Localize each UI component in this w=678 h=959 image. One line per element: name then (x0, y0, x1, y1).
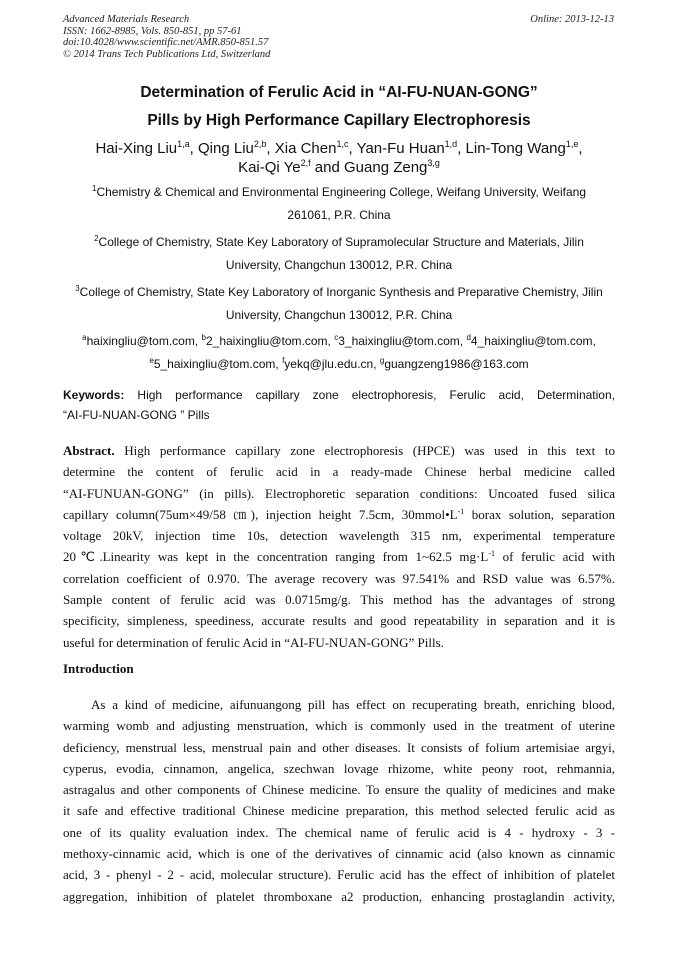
unit-superscript: -1 (488, 549, 495, 559)
affiliation-line: 261061, P.R. China (287, 207, 391, 222)
author-superscript: 1,c (336, 139, 349, 149)
author-superscript: 2,b (253, 139, 267, 149)
abstract-text: of ferulic acid with (495, 549, 616, 565)
unit-superscript: -1 (457, 506, 465, 516)
author-name: Qing Liu (198, 140, 254, 157)
author-name: Kai-Qi Ye (238, 159, 301, 176)
intro-line: methoxy-cinnamic acid, which is one of the derivatives of cinnamic acid (also known as cinnamic (63, 846, 615, 862)
introduction-body (63, 694, 615, 907)
online-date-text: Online: 2013-12-13 (530, 14, 614, 25)
abstract-text: 20℃.Linearity was kept in the concentration ranging from 1~62.5 mg·L (63, 549, 489, 565)
abstract-line: correlation coefficient of 0.970. The average recovery was 97.541% and RSD value was 6.57%. (63, 570, 615, 586)
email-link[interactable]: 4_haixingliu@tom.com, (470, 334, 596, 348)
abstract-line (63, 546, 615, 567)
email-link[interactable]: 3_haixingliu@tom.com, (338, 334, 464, 348)
abstract-text: capillary column(75um×49/58 ㎝), injection height 7.5cm, 30mmol•L (63, 506, 458, 522)
abstract-line (63, 504, 615, 525)
author-name: Lin-Tong Wang (465, 140, 566, 157)
email-link[interactable]: 2_haixingliu@tom.com, (205, 334, 331, 348)
doi-line: doi:10.4028/www.scientific.net/AMR.850-851.57 (63, 37, 269, 48)
author-superscript: 2,f (300, 158, 311, 168)
abstract-line: Sample content of ferulic acid was 0.0715mg/g. This method has the advantages of strong (63, 592, 615, 608)
copyright-line: © 2014 Trans Tech Publications Ltd, Switzerland (63, 48, 271, 60)
paper-title-line-2: Pills by High Performance Capillary Electrophoresis (147, 112, 531, 129)
abstract-line: “AI-FUNUAN-GONG” (in pills). Electrophoretic separation conditions: Uncoated fused silica (63, 485, 615, 501)
affiliation-1 (63, 181, 615, 226)
author-superscript: 1,a (177, 139, 190, 149)
abstract-line: voltage 20kV, injection time 10s, detection wavelength 315 nm, experimental temperature (63, 528, 615, 544)
author-name: Xia Chen (274, 140, 337, 157)
email-link[interactable]: yekq@jlu.edu.cn, (284, 356, 377, 371)
abstract-label: Abstract. (63, 443, 115, 458)
author-name: Yan-Fu Huan (356, 140, 445, 157)
abstract-line: specificity, simpleness, speediness, accurate results and good repeatability in separation and it is (63, 613, 615, 629)
online-date (530, 14, 614, 26)
affiliation-line: University, Changchun 130012, P.R. China (225, 307, 453, 322)
affiliation-3 (63, 281, 615, 326)
affiliation-line: College of Chemistry, State Key Laboratory of Inorganic Synthesis and Preparative Chemistry, Jilin (79, 285, 603, 299)
author-emails: $^a$haixingliu@tom.com, $^b$2_haixingliu@tom.com, $^c$3_haixingliu@tom.com, $^d$4_haixingliu@tom.com, $^e$5_haixingliu@tom.com, $^f$yekq@jlu.edu.cn, $^g$guangzeng1986@163.com (82, 333, 596, 371)
abstract-line: determine the content of ferulic acid in a ready-made Chinese herbal medicine called (63, 464, 615, 480)
paper-title-line-1: Determination of Ferulic Acid in “AI-FU-NUAN-GONG” (140, 84, 538, 101)
author-superscript: 3,g (427, 158, 440, 168)
affiliation-2 (63, 231, 615, 276)
author-name: Guang Zeng (344, 159, 428, 176)
keywords-block (63, 385, 615, 425)
affiliation-number: 3 (75, 284, 80, 293)
author-name: Hai-Xing Liu (95, 140, 178, 157)
affiliation-line: University, Changchun 130012, P.R. China (225, 257, 453, 272)
intro-line: cyperus, evodia, cinnamon, angelica, szechwan lovage rhizome, white peony root, rehmannia, (63, 760, 615, 776)
affiliation-line: Chemistry & Chemical and Environmental Engineering College, Weifang University, Weifang (96, 185, 586, 199)
affiliation-number: 1 (91, 184, 97, 193)
author-superscript: 1,e (565, 139, 579, 149)
abstract-line: useful for determination of ferulic Acid in “AI-FU-NUAN-GONG” Pills. (63, 634, 444, 650)
intro-line: acid, 3 - phenyl - 2 - acid, molecular structure). Ferulic acid has the effect of inhibition of platelet (63, 867, 615, 883)
email-link[interactable]: 5_haixingliu@tom.com, (153, 356, 279, 371)
keywords-line-2: “AI-FU-NUAN-GONG ” Pills (63, 408, 210, 422)
intro-line: astragalus and other components of Chinese medicine. To ensure the quality of medicines and make (63, 782, 615, 798)
abstract-line (63, 440, 615, 461)
abstract-text: borax solution, separation (464, 506, 615, 522)
author-superscript: 1,d (444, 139, 458, 149)
journal-name: Advanced Materials Research (63, 14, 190, 25)
intro-line: aggregation, inhibition of platelet thromboxane a2 production, enhancing prostaglandin activity, (63, 888, 615, 904)
intro-line: one of its quality evaluation index. The chemical name of ferulic acid is 4 - hydroxy - 3 - (63, 824, 615, 840)
author-conjunction: and (314, 159, 340, 176)
issn-line: ISSN: 1662-8985, Vols. 850-851, pp 57-61 (63, 25, 242, 37)
abstract-text: High performance capillary zone electrophoresis (HPCE) was used in this text to (124, 443, 616, 458)
intro-line: deficiency, menstrual less, menstrual pain and other diseases. It consists of folium artemisiae argyi, (63, 739, 615, 755)
intro-line: warming womb and adjusting menstruation, which is commonly used in the treatment of uterine (63, 718, 615, 734)
affiliation-number: 2 (94, 234, 99, 243)
intro-line: it safe and effective traditional Chinese medicine preparation, this method selected ferulic acid as (63, 803, 615, 819)
abstract-block (63, 440, 615, 653)
author-list: Hai-Xing Liu$^{1,a}$, Qing Liu$^{2,b}$, Xia Chen$^{1,c}$, Yan-Fu Huan$^{1,d}$, Lin-Tong Wang$^{1,e}$, Kai-Qi Ye$^{2,f}$ and Guang Zeng$^{3,g}$ (95, 139, 583, 176)
email-link[interactable]: haixingliu@tom.com, (86, 334, 199, 348)
keywords-line-1 (63, 385, 615, 405)
intro-line: As a kind of medicine, aifunuangong pill has effect on recuperating breath, enriching blood, (91, 697, 615, 712)
affiliation-line: College of Chemistry, State Key Laboratory of Supramolecular Structure and Materials, Jilin (98, 235, 584, 249)
email-link[interactable]: guangzeng1986@163.com (384, 356, 529, 371)
keywords-text: High performance capillary zone electrophoresis, Ferulic acid, Determination, (137, 388, 615, 402)
section-heading-introduction: Introduction (63, 661, 134, 676)
keywords-label: Keywords: (63, 388, 125, 402)
publication-header (63, 14, 270, 60)
